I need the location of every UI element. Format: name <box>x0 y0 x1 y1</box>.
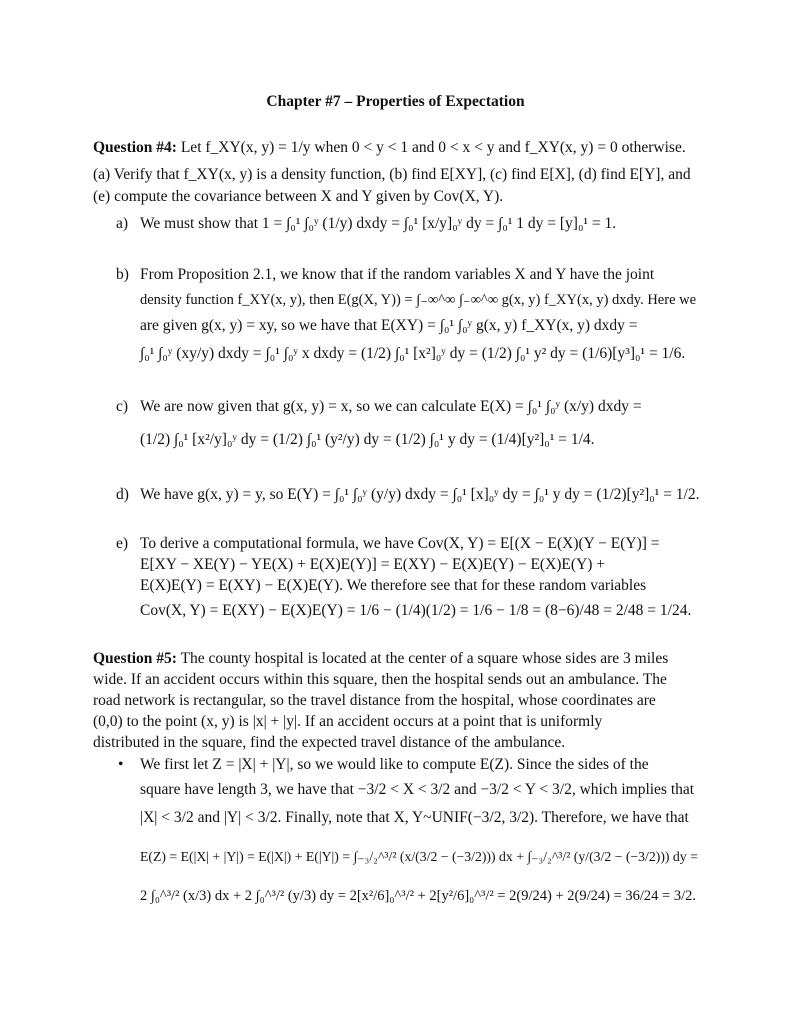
q4a-text: We must show that 1 = ∫₀¹ ∫₀ʸ (1/y) dxdy = ∫₀¹ [x/y]₀ʸ dy = ∫₀¹ 1 dy = [y]₀¹ = 1. <box>140 215 617 232</box>
q4b-line-3: are given g(x, y) = xy, so we have that E(XY) = ∫₀¹ ∫₀ʸ g(x, y) f_XY(x, y) dxdy = <box>140 317 638 334</box>
q4d-label: d) <box>116 486 129 503</box>
q4e-text-1: To derive a computational formula, we have Cov(X, Y) = E[(X − E(X)(Y − E(Y)] = <box>140 535 660 552</box>
q5-sol-line-4: E(Z) = E(|X| + |Y|) = E(|X|) + E(|Y|) = ∫₋₃/₂^³/² (x/(3/2 − (−3/2))) dx + ∫₋₃/₂^³/² (y/(3/2 − (−3/2))) dy = <box>140 849 698 864</box>
q4c-label: c) <box>116 398 129 415</box>
q4a-label: a) <box>116 215 129 232</box>
q4d-text: We have g(x, y) = y, so E(Y) = ∫₀¹ ∫₀ʸ (y/y) dxdy = ∫₀¹ [x]₀ʸ dy = ∫₀¹ y dy = (1/2)[y²]₀¹ = 1/2. <box>140 486 700 503</box>
q5-sol-line-3: |X| < 3/2 and |Y| < 3/2. Finally, note that X, Y~UNIF(−3/2, 3/2). Therefore, we have that <box>140 809 689 826</box>
q4b-label: b) <box>116 266 129 283</box>
q5-line-2: wide. If an accident occurs within this square, then the hospital sends out an ambulance. The <box>93 671 667 688</box>
page-title: Chapter #7 – Properties of Expectation <box>266 93 525 110</box>
q5-sol-text-1: We first let Z = |X| + |Y|, so we would like to compute E(Z). Since the sides of the <box>140 756 649 773</box>
q4c-line-2: (1/2) ∫₀¹ [x²/y]₀ʸ dy = (1/2) ∫₀¹ (y²/y) dy = (1/2) ∫₀¹ y dy = (1/4)[y²]₀¹ = 1/4. <box>140 431 595 448</box>
q4c-text-1: We are now given that g(x, y) = x, so we can calculate E(X) = ∫₀¹ ∫₀ʸ (x/y) dxdy = <box>140 398 642 415</box>
q5-sol-line-5: 2 ∫₀^³/² (x/3) dx + 2 ∫₀^³/² (y/3) dy = 2[x²/6]₀^³/² + 2[y²/6]₀^³/² = 2(9/24) + 2(9/24) = 36/24 = 3/2. <box>140 888 697 904</box>
q4b-text-1: From Proposition 2.1, we know that if the random variables X and Y have the joint <box>140 266 655 283</box>
q4-line-3: (e) compute the covariance between X and Y given by Cov(X, Y). <box>93 188 504 205</box>
q5-text-1: The county hospital is located at the center of a square whose sides are 3 miles <box>180 650 669 667</box>
bullet-icon: • <box>118 756 124 773</box>
q5-line-1 <box>93 649 668 669</box>
q4-text-1: Let f_XY(x, y) = 1/y when 0 < y < 1 and 0 < x < y and f_XY(x, y) = 0 otherwise. <box>180 139 686 156</box>
q4-heading: Question #4: <box>93 139 177 156</box>
q4e-line-3: E(X)E(Y) = E(XY) − E(X)E(Y). We therefore see that for these random variables <box>140 577 647 594</box>
q5-sol-line-2: square have length 3, we have that −3/2 < X < 3/2 and −3/2 < Y < 3/2, which implies that <box>140 781 695 798</box>
q4-line-1 <box>93 138 686 158</box>
q4-line-2: (a) Verify that f_XY(x, y) is a density function, (b) find E[XY], (c) find E[X], (d) find E[Y], and <box>93 166 691 183</box>
q4b-line-2: density function f_XY(x, y), then E(g(X, Y)) = ∫₋∞^∞ ∫₋∞^∞ g(x, y) f_XY(x, y) dxdy. Here we <box>140 292 697 308</box>
q5-line-5: distributed in the square, find the expected travel distance of the ambulance. <box>93 734 566 751</box>
q4e-line-2: E[XY − XE(Y) − YE(X) + E(X)E(Y)] = E(XY) − E(X)E(Y) − E(X)E(Y) + <box>140 556 606 573</box>
q4e-label: e) <box>116 535 129 552</box>
q4e-line-4: Cov(X, Y) = E(XY) − E(X)E(Y) = 1/6 − (1/4)(1/2) = 1/6 − 1/8 = (8−6)/48 = 2/48 = 1/24. <box>140 602 692 619</box>
q4b-line-4: ∫₀¹ ∫₀ʸ (xy/y) dxdy = ∫₀¹ ∫₀ʸ x dxdy = (1/2) ∫₀¹ [x²]₀ʸ dy = (1/2) ∫₀¹ y² dy = (1/6)[y³]₀¹ = 1/6. <box>140 345 686 362</box>
q5-line-3: road network is rectangular, so the travel distance from the hospital, whose coordinates are <box>93 692 656 709</box>
q5-line-4: (0,0) to the point (x, y) is |x| + |y|. If an accident occurs at a point that is uniformly <box>93 713 603 730</box>
q5-heading: Question #5: <box>93 650 177 667</box>
